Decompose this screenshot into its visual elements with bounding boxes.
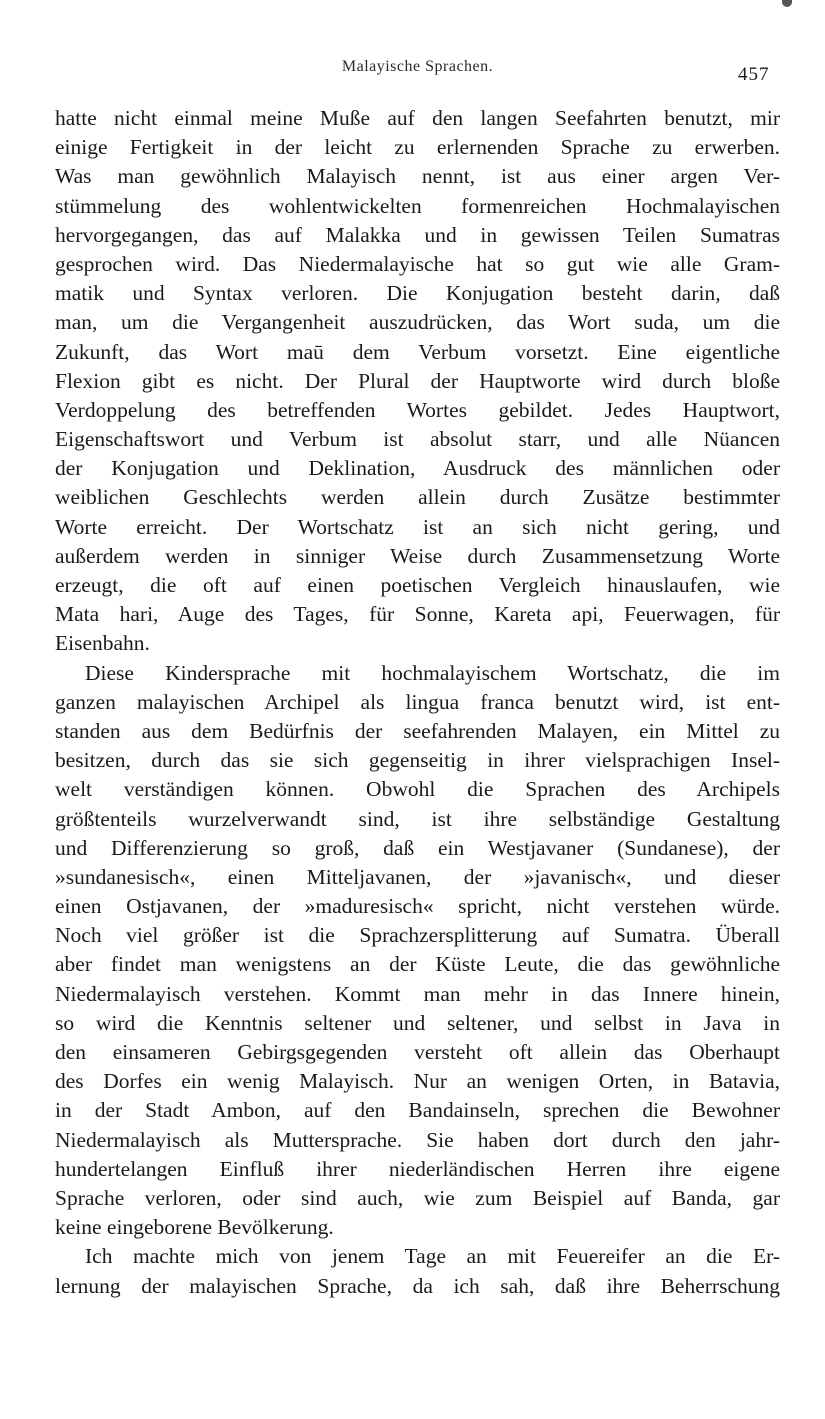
text-line: Ich machte mich von jenem Tage an mit Feuereifer an die Er- [85,1244,780,1269]
text-line: einen Ostjavanen, der »maduresisch« spricht, nicht verstehen würde. [55,894,780,919]
text-line: größtenteils wurzelverwandt sind, ist ihre selbständige Gestaltung [55,806,780,831]
ink-blot [782,0,792,7]
text-line: erzeugt, die oft auf einen poetischen Vergleich hinauslaufen, wie [55,573,780,597]
text-line: des Dorfes ein wenig Malayisch. Nur an wenigen Orten, in Batavia, [55,1069,780,1094]
text-line: stümmelung des wohlentwickelten formenreichen Hochmalayischen [55,193,780,218]
text-line: Niedermalayisch verstehen. Kommt man mehr in das Innere hinein, [55,981,780,1006]
text-line: Niedermalayisch als Muttersprache. Sie haben dort durch den jahr- [55,1127,780,1152]
text-line: aber findet man wenigstens an der Küste Leute, die das gewöhnliche [55,952,780,977]
text-line: »sundanesisch«, einen Mitteljavanen, der »javanisch«, und dieser [55,864,780,889]
text-line: Zukunft, das Wort maū dem Verbum vorsetzt. Eine eigentliche [55,339,780,364]
text-line: Verdoppelung des betreffenden Wortes gebildet. Jedes Hauptwort, [55,397,780,422]
text-line: matik und Syntax verloren. Die Konjugation besteht darin, daß [55,281,780,306]
text-line: standen aus dem Bedürfnis der seefahrenden Malayen, ein Mittel zu [55,718,780,743]
text-line: Sprache verloren, oder sind auch, wie zum Beispiel auf Banda, gar [55,1185,780,1210]
body-text [55,104,780,1301]
text-line: Worte erreicht. Der Wortschatz ist an sich nicht gering, und [55,514,780,539]
text-line: welt verständigen können. Obwohl die Sprachen des Archipels [55,777,780,802]
text-line: hatte nicht einmal meine Muße auf den langen Seefahrten benutzt, mir [55,106,780,130]
running-head [0,58,825,76]
text-line: einige Fertigkeit in der leicht zu erlernenden Sprache zu erwerben. [55,135,780,160]
text-line: gesprochen wird. Das Niedermalayische hat so gut wie alle Gram- [55,251,780,276]
text-line: und Differenzierung so groß, daß ein Westjavaner (Sundanese), der [55,835,780,860]
text-line: Noch viel größer ist die Sprachzersplitterung auf Sumatra. Überall [55,923,780,948]
text-line: hervorgegangen, das auf Malakka und in gewissen Teilen Sumatras [55,222,780,247]
text-line: ganzen malayischen Archipel als lingua franca benutzt wird, ist ent- [55,689,780,714]
text-line: weiblichen Geschlechts werden allein durch Zusätze bestimmter [55,485,780,510]
text-line: Was man gewöhnlich Malayisch nennt, ist aus einer argen Ver- [55,164,780,189]
text-line: besitzen, durch das sie sich gegenseitig in ihrer vielsprachigen Insel- [55,748,780,773]
text-line: Diese Kindersprache mit hochmalayischem Wortschatz, die im [85,660,780,685]
text-line: Flexion gibt es nicht. Der Plural der Hauptworte wird durch bloße [55,368,780,393]
text-line: den einsameren Gebirgsgegenden versteht oft allein das Oberhaupt [55,1040,780,1064]
text-line: so wird die Kenntnis seltener und seltener, und selbst in Java in [55,1010,780,1035]
text-line: hundertelangen Einfluß ihrer niederländischen Herren ihre eigene [55,1156,780,1181]
page-number: 457 [738,64,770,85]
text-line: Mata hari, Auge des Tages, für Sonne, Kareta api, Feuerwagen, für [55,602,780,627]
text-line: Eigenschaftswort und Verbum ist absolut starr, und alle Nüancen [55,427,780,452]
running-title: Malayische Sprachen. [341,58,494,75]
text-line: außerdem werden in sinniger Weise durch Zusammensetzung Worte [55,543,780,568]
text-line: lernung der malayischen Sprache, da ich sah, daß ihre Beherrschung [55,1273,780,1298]
text-line: keine eingeborene Bevölkerung. [55,1215,334,1240]
text-line: der Konjugation und Deklination, Ausdruck des männlichen oder [55,456,780,481]
text-line: in der Stadt Ambon, auf den Bandainseln, sprechen die Bewohner [55,1098,780,1123]
text-line: Eisenbahn. [55,631,150,656]
text-line: man, um die Vergangenheit auszudrücken, das Wort suda, um die [55,310,780,335]
